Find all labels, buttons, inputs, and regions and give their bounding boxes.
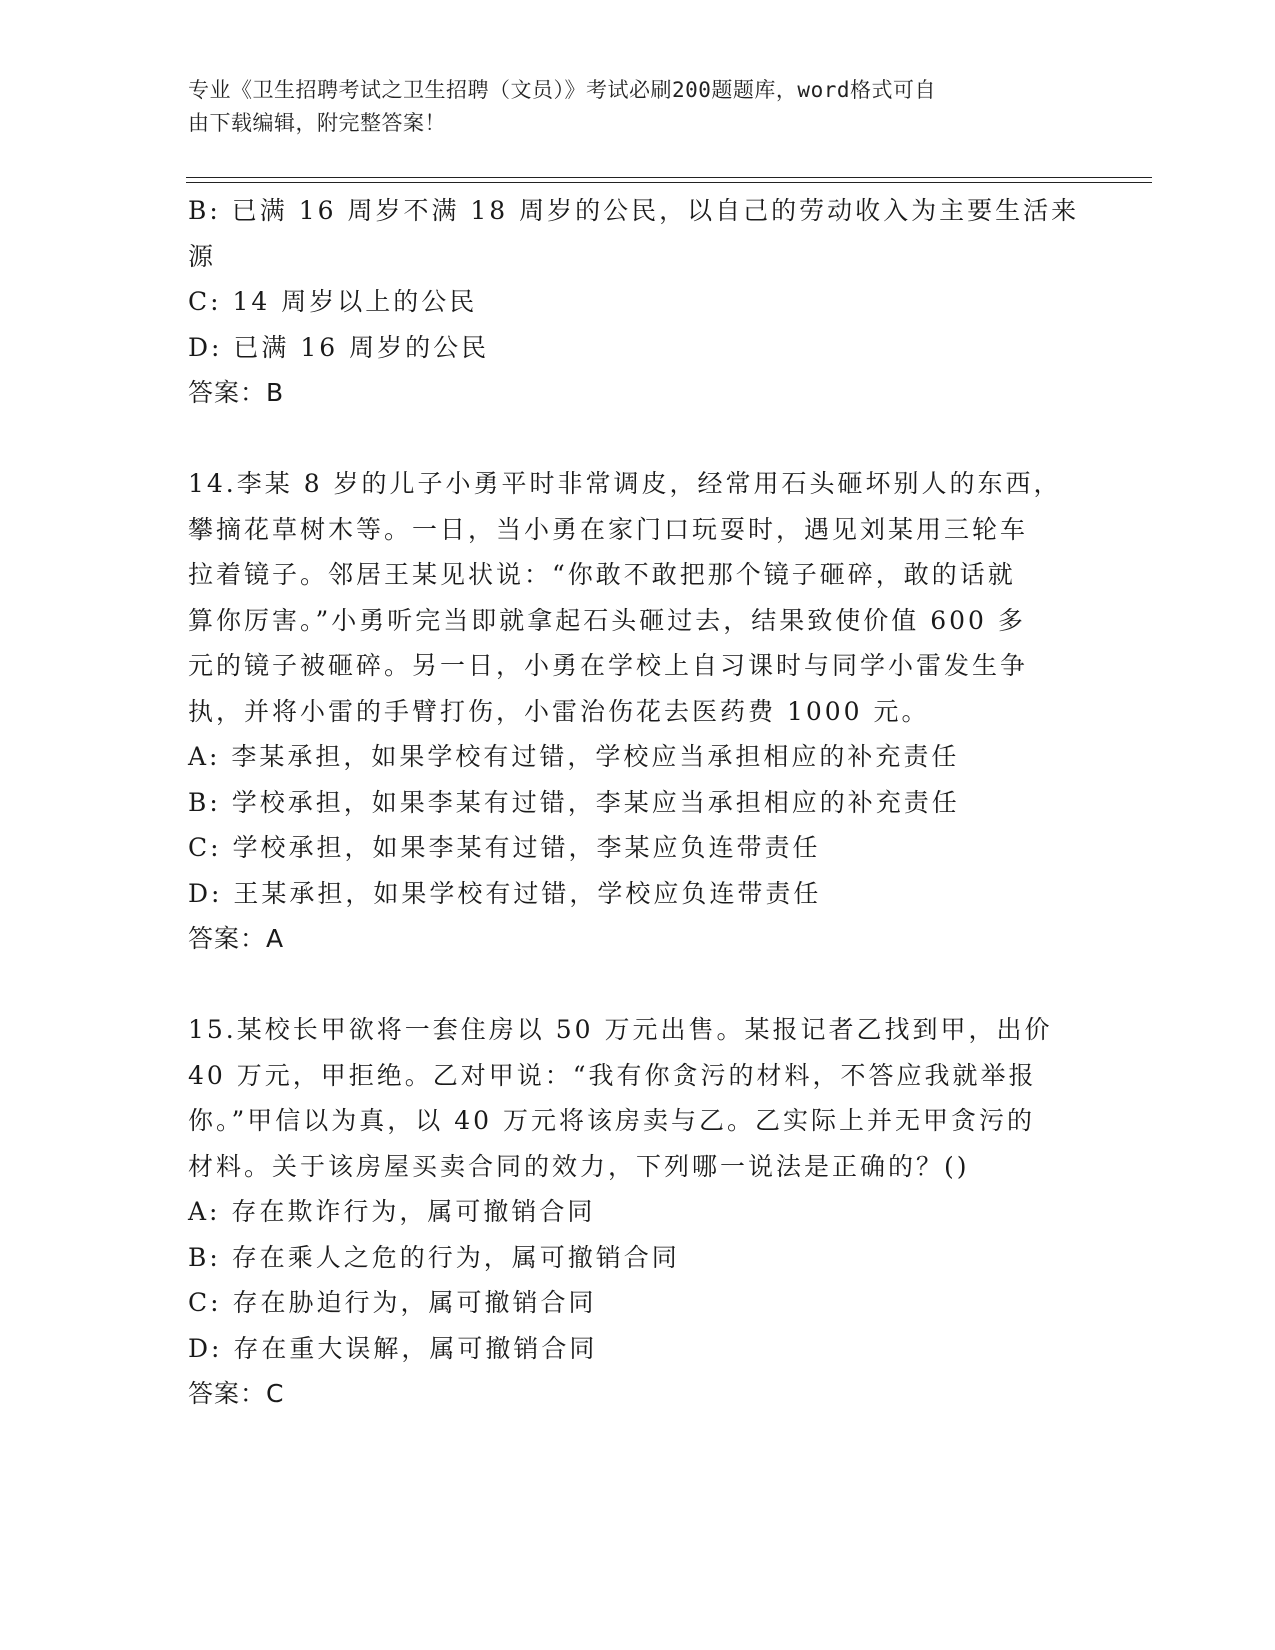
question-13-continued	[188, 188, 1088, 416]
question-spacer	[188, 962, 1088, 1008]
option-c: C: 存在胁迫行为，属可撤销合同	[188, 1288, 597, 1317]
header-divider-bottom	[186, 182, 1152, 183]
answer-line: 答案：B	[188, 378, 285, 407]
option-d: D: 王某承担，如果学校有过错，学校应负连带责任	[188, 878, 822, 908]
question-stem-line: 算你厉害。”小勇听完当即就拿起石头砸过去，结果致使价值 600 多	[188, 605, 1026, 635]
question-stem-line: 15.某校长甲欲将一套住房以 50 万元出售。某报记者乙找到甲，出价	[188, 1015, 1053, 1044]
option-b: B: 学校承担，如果李某有过错，李某应当承担相应的补充责任	[188, 787, 960, 817]
question-stem-line: 你。”甲信以为真，以 40 万元将该房卖与乙。乙实际上并无甲贪污的	[188, 1106, 1035, 1135]
question-stem-line: 拉着镜子。邻居王某见状说：“你敢不敢把那个镜子砸碎，敢的话就	[188, 560, 1016, 589]
answer-line: 答案：A	[188, 924, 285, 953]
option-c: C: 学校承担，如果李某有过错，李某应负连带责任	[188, 833, 821, 862]
question-15	[188, 1007, 1088, 1417]
option-b: B: 已满 16 周岁不满 18 周岁的公民，以自己的劳动收入为主要生活来	[188, 196, 1080, 225]
document-body	[188, 188, 1088, 1417]
document-header	[188, 74, 1068, 140]
question-stem-line: 元的镜子被砸碎。另一日，小勇在学校上自习课时与同学小雷发生争	[188, 651, 1029, 680]
option-b-continued: 源	[188, 241, 217, 271]
header-line-1: 专业《卫生招聘考试之卫生招聘（文员）》考试必刷200题题库，word格式可自	[188, 78, 936, 102]
question-14	[188, 461, 1088, 962]
option-c: C: 14 周岁以上的公民	[188, 287, 478, 316]
option-d: D: 存在重大误解，属可撤销合同	[188, 1333, 598, 1363]
question-stem-line: 材料。关于该房屋买卖合同的效力，下列哪一说法是正确的？()	[188, 1151, 970, 1181]
option-d: D: 已满 16 周岁的公民	[188, 332, 490, 362]
question-stem-line: 40 万元，甲拒绝。乙对甲说：“我有你贪污的材料，不答应我就举报	[188, 1060, 1037, 1090]
question-spacer	[188, 416, 1088, 462]
option-a: A: 李某承担，如果学校有过错，学校应当承担相应的补充责任	[188, 742, 960, 771]
option-a: A: 存在欺诈行为，属可撤销合同	[188, 1197, 596, 1226]
answer-line: 答案：C	[188, 1379, 285, 1408]
question-stem-line: 攀摘花草树木等。一日，当小勇在家门口玩耍时，遇见刘某用三轮车	[188, 514, 1029, 544]
option-b: B: 存在乘人之危的行为，属可撤销合同	[188, 1242, 680, 1272]
question-stem-line: 14.李某 8 岁的儿子小勇平时非常调皮，经常用石头砸坏别人的东西，	[188, 469, 1062, 498]
header-divider-top	[186, 177, 1152, 178]
question-stem-line: 执，并将小雷的手臂打伤，小雷治伤花去医药费 1000 元。	[188, 696, 930, 726]
header-line-2: 由下载编辑，附完整答案！	[188, 111, 446, 135]
